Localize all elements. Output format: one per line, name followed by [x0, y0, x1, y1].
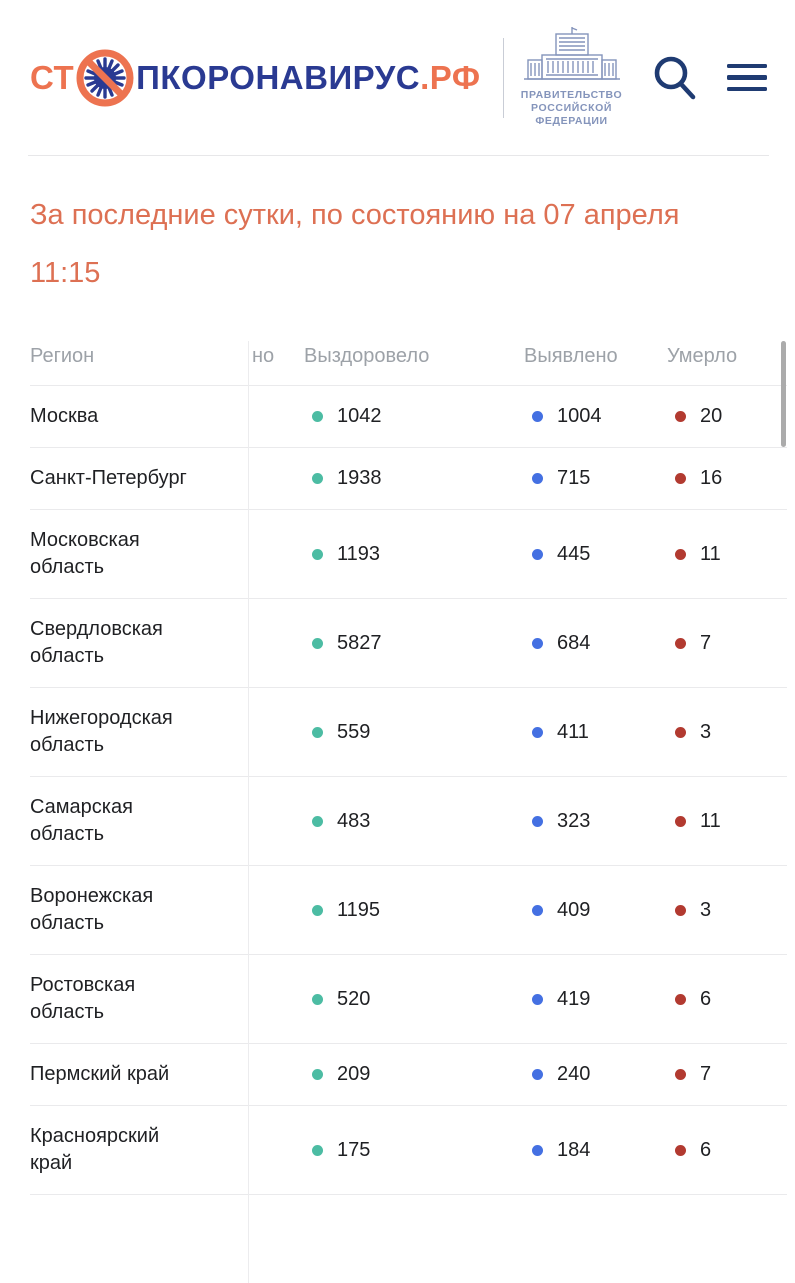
died-value: 11 [700, 809, 721, 832]
government-label-line1: ПРАВИТЕЛЬСТВО [520, 89, 623, 101]
government-label-line2: РОССИЙСКОЙ [531, 102, 613, 114]
died-dot-icon [675, 994, 686, 1005]
died-cell [667, 1046, 787, 1103]
header-actions [651, 53, 767, 103]
region-name: Нижегородская область [30, 707, 173, 756]
region-name: Самарская область [30, 796, 133, 845]
recovered-cell [304, 971, 524, 1028]
page-title: За последние сутки, по состоянию на 07 апреля 11:15 [30, 199, 680, 289]
recovered-dot-icon [312, 549, 323, 560]
government-emblem [520, 27, 624, 128]
recovered-cell [304, 1046, 524, 1103]
died-dot-icon [675, 816, 686, 827]
recovered-dot-icon [312, 473, 323, 484]
region-name: Санкт-Петербург [30, 467, 187, 489]
died-dot-icon [675, 727, 686, 738]
detected-value: 1004 [557, 405, 602, 427]
table-row [30, 866, 787, 955]
partial-next-row [30, 1195, 787, 1243]
died-dot-icon [675, 1145, 686, 1156]
detected-cell [524, 450, 667, 507]
died-value: 7 [700, 631, 712, 654]
recovered-value: 209 [337, 1063, 371, 1085]
detected-value: 684 [557, 631, 591, 654]
detected-dot-icon [532, 905, 543, 916]
recovered-value: 1042 [337, 405, 382, 427]
recovered-dot-icon [312, 727, 323, 738]
detected-dot-icon [532, 473, 543, 484]
detected-value: 184 [557, 1138, 591, 1161]
table-row [30, 448, 787, 510]
table-row [30, 1044, 787, 1106]
died-dot-icon [675, 1069, 686, 1080]
detected-cell [524, 615, 667, 672]
recovered-cell [304, 793, 524, 850]
column-header-died: Умерло [667, 345, 738, 367]
column-header-region: Регион [30, 345, 95, 367]
died-cell [667, 388, 787, 445]
detected-dot-icon [532, 816, 543, 827]
died-value: 7 [700, 1063, 712, 1085]
recovered-cell [304, 388, 524, 445]
government-label-line3: ФЕДЕРАЦИИ [535, 115, 608, 127]
table-row [30, 386, 787, 448]
recovered-value: 1193 [337, 542, 381, 565]
table-row [30, 777, 787, 866]
died-value: 16 [700, 467, 723, 489]
detected-dot-icon [532, 727, 543, 738]
search-icon[interactable] [651, 53, 697, 103]
logo-text-middle: ПКОРОНАВИРУС [136, 59, 421, 96]
recovered-cell [304, 882, 524, 939]
detected-dot-icon [532, 638, 543, 649]
detected-value: 445 [557, 542, 591, 565]
detected-value: 240 [557, 1063, 591, 1085]
died-cell [667, 450, 787, 507]
detected-dot-icon [532, 549, 543, 560]
recovered-value: 483 [337, 809, 371, 832]
site-logo[interactable] [30, 48, 481, 108]
table-row [30, 599, 787, 688]
table-row [30, 1106, 787, 1195]
detected-value: 323 [557, 809, 591, 832]
detected-value: 715 [557, 467, 591, 489]
site-header [0, 0, 795, 155]
header-rule [28, 155, 769, 156]
column-header-recovered: Выздоровело [304, 345, 430, 367]
died-value: 6 [700, 1138, 712, 1161]
detected-cell [524, 971, 667, 1028]
menu-icon[interactable] [727, 60, 767, 96]
recovered-dot-icon [312, 905, 323, 916]
detected-value: 409 [557, 898, 591, 921]
region-name: Ростовская область [30, 974, 136, 1023]
recovered-dot-icon [312, 411, 323, 422]
died-dot-icon [675, 905, 686, 916]
died-cell [667, 1122, 787, 1179]
region-name: Пермский край [30, 1063, 170, 1085]
table-row [30, 510, 787, 599]
region-name: Московская область [30, 529, 140, 578]
recovered-dot-icon [312, 1069, 323, 1080]
died-dot-icon [675, 473, 686, 484]
died-value: 11 [700, 542, 721, 565]
died-cell [667, 971, 787, 1028]
died-dot-icon [675, 549, 686, 560]
detected-value: 419 [557, 987, 591, 1010]
died-cell [667, 882, 787, 939]
detected-dot-icon [532, 411, 543, 422]
recovered-dot-icon [312, 1145, 323, 1156]
died-cell [667, 793, 787, 850]
died-cell [667, 526, 787, 583]
died-cell [667, 704, 787, 761]
recovered-cell [304, 526, 524, 583]
recovered-value: 1195 [337, 898, 381, 921]
recovered-dot-icon [312, 816, 323, 827]
recovered-value: 1938 [337, 467, 382, 489]
recovered-dot-icon [312, 994, 323, 1005]
table-row [30, 955, 787, 1044]
region-name: Красноярский край [30, 1125, 160, 1174]
died-cell [667, 615, 787, 672]
region-name: Воронежская область [30, 885, 154, 934]
logo-text-prefix: СТ [30, 59, 75, 96]
crossed-virus-icon [75, 48, 135, 108]
detected-cell [524, 388, 667, 445]
detected-cell [524, 882, 667, 939]
header-divider [503, 38, 504, 118]
table-body [30, 386, 787, 1195]
died-value: 20 [700, 405, 723, 427]
detected-cell [524, 793, 667, 850]
died-value: 3 [700, 898, 712, 921]
column-header-active-partial: но [252, 345, 275, 367]
died-value: 3 [700, 720, 712, 743]
recovered-cell [304, 450, 524, 507]
detected-cell [524, 704, 667, 761]
detected-cell [524, 526, 667, 583]
regions-stats-table [30, 339, 787, 1243]
column-divider [248, 341, 249, 1283]
table-row [30, 688, 787, 777]
recovered-value: 175 [337, 1138, 371, 1161]
logo-text-suffix: .РФ [420, 59, 481, 96]
region-name: Москва [30, 405, 99, 427]
detected-cell [524, 1122, 667, 1179]
detected-dot-icon [532, 1069, 543, 1080]
died-value: 6 [700, 987, 712, 1010]
died-dot-icon [675, 638, 686, 649]
recovered-value: 559 [337, 720, 371, 743]
detected-dot-icon [532, 1145, 543, 1156]
table-scrollbar-thumb[interactable] [781, 341, 786, 447]
detected-cell [524, 1046, 667, 1103]
detected-value: 411 [557, 720, 589, 743]
recovered-cell [304, 704, 524, 761]
government-building-icon [520, 27, 624, 85]
recovered-dot-icon [312, 638, 323, 649]
detected-dot-icon [532, 994, 543, 1005]
recovered-cell [304, 1122, 524, 1179]
table-header-row [30, 339, 787, 386]
recovered-value: 5827 [337, 631, 382, 654]
died-dot-icon [675, 411, 686, 422]
region-name: Свердловская область [30, 618, 163, 667]
recovered-cell [304, 615, 524, 672]
recovered-value: 520 [337, 987, 371, 1010]
column-header-detected: Выявлено [524, 345, 618, 367]
